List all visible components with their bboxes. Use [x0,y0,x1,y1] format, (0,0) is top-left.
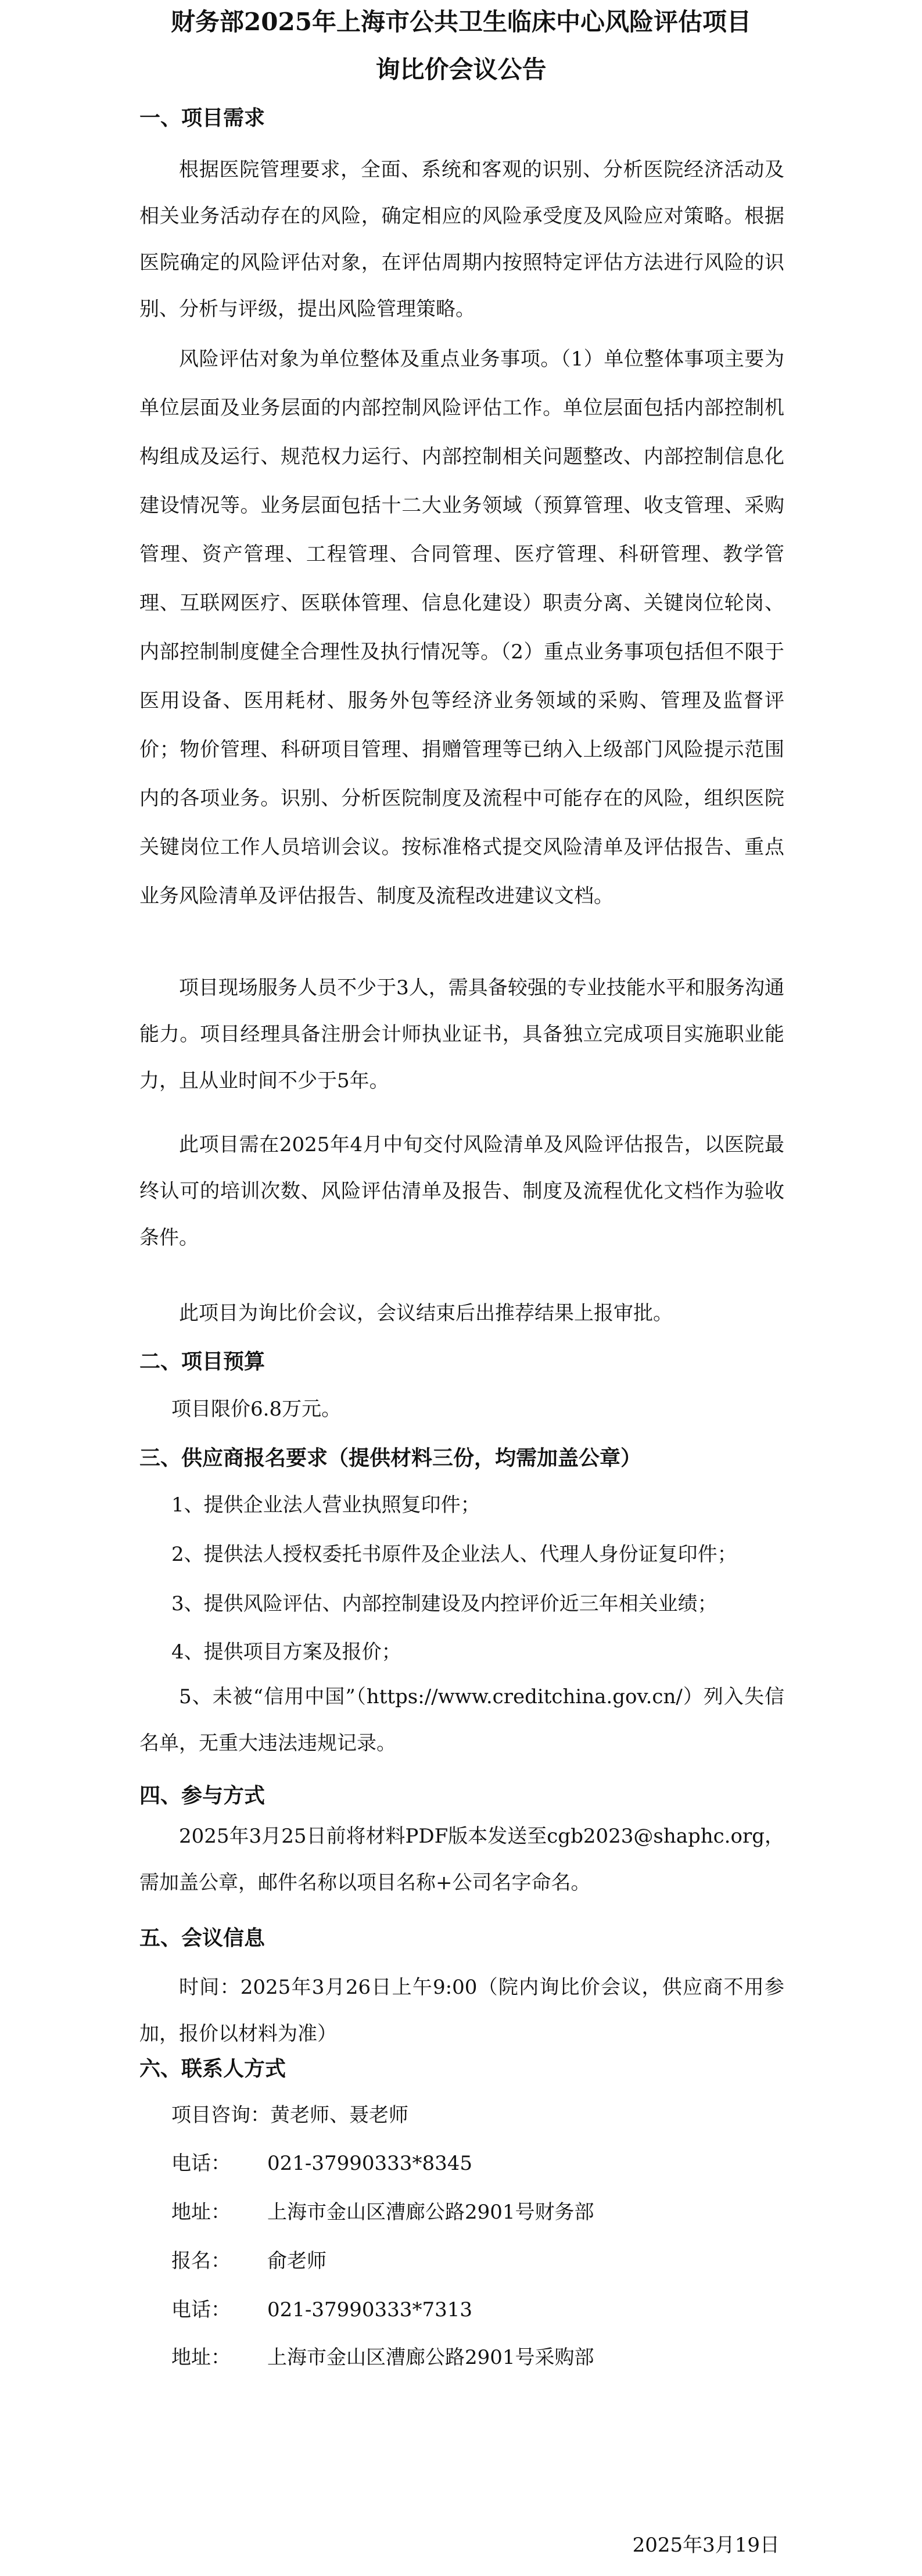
section-4-heading: 四、参与方式 [139,1783,266,1808]
section-5-heading: 五、会议信息 [139,1926,266,1950]
section-1-paragraph-3: 项目现场服务人员不少于3人，需具备较强的专业技能水平和服务沟通能力。项目经理具备注册会计师执业证书，具备独立完成项目实施职业能力，且从业时间不少于5年。 [139,976,784,1092]
section-1-heading: 一、项目需求 [139,106,266,130]
requirement-item-2: 2、提供法人授权委托书原件及企业法人、代理人身份证复印件； [171,1543,737,1566]
section-1-paragraph-5: 此项目为询比价会议，会议结束后出推荐结果上报审批。 [179,1302,673,1325]
section-6-heading: 六、联系人方式 [139,2056,286,2081]
section-3-heading: 三、供应商报名要求（提供材料三份，均需加盖公章） [139,1446,642,1470]
requirement-item-4: 4、提供项目方案及报价； [171,1640,401,1664]
contact-value-registration: 俞老师 [267,2249,327,2273]
project-consult: 项目咨询：黄老师、聂老师 [171,2104,408,2127]
budget-text: 项目限价6.8万元。 [171,1398,342,1421]
requirement-item-3: 3、提供风险评估、内部控制建设及内控评价近三年相关业绩； [171,1592,717,1615]
contact-value-phone-2: 021-37990333*7313 [267,2298,472,2321]
announcement-date: 2025年3月19日 [632,2534,780,2557]
section-1-paragraph-1: 根据医院管理要求，全面、系统和客观的识别、分析医院经济活动及相关业务活动存在的风险，确定相应的风险承受度及风险应对策略。根据医院确定的风险评估对象，在评估周期内按照特定评估方法进行风险的识别、分析与评级，提出风险管理策略。 [139,158,784,321]
contact-value-address-2: 上海市金山区漕廊公路2901号采购部 [267,2346,594,2369]
participation-text: 2025年3月25日前将材料PDF版本发送至cgb2023@shaphc.org，需加盖公章，邮件名称以项目名称+公司名字命名。 [139,1825,784,1894]
section-2-heading: 二、项目预算 [139,1349,266,1374]
title-line-1: 财务部2025年上海市公共卫生临床中心风险评估项目 [171,8,751,36]
contact-value-address-1: 上海市金山区漕廊公路2901号财务部 [267,2201,594,2224]
contact-label-phone-1: 电话： [171,2152,231,2175]
meeting-info-text: 时间：2025年3月26日上午9:00（院内询比价会议，供应商不用参加，报价以材料为准） [139,1976,784,2045]
requirement-item-1: 1、提供企业法人营业执照复印件； [171,1493,480,1517]
contact-label-phone-2: 电话： [171,2298,231,2321]
contact-label-registration: 报名： [171,2249,231,2273]
section-1-paragraph-2: 风险评估对象为单位整体及重点业务事项。（1）单位整体事项主要为单位层面及业务层面的内部控制风险评估工作。单位层面包括内部控制机构组成及运行、规范权力运行、内部控制相关问题整改、内部控制信息化建设情况等。业务层面包括十二大业务领域（预算管理、收支管理、采购管理、资产管理、工程管理、合同管理、医疗管理、科研管理、教学管理、互联网医疗、医联体管理、信息化建设）职责分离、关键岗位轮岗、内部控制制度健全合理性及执行情况等。（2）重点业务事项包括但不限于医用设备、医用耗材、服务外包等经济业务领域的采购、管理及监督评价；物价管理、科研项目管理、捐赠管理等已纳入上级部门风险提示范围内的各项业务。识别、分析医院制度及流程中可能存在的风险，组织医院关键岗位工作人员培训会议。按标准格式提交风险清单及评估报告、重点业务风险清单及评估报告、制度及流程改进建议文档。 [139,347,784,908]
section-1-paragraph-4: 此项目需在2025年4月中旬交付风险清单及风险评估报告，以医院最终认可的培训次数、风险评估清单及报告、制度及流程优化文档作为验收条件。 [139,1133,784,1249]
requirement-item-5: 5、未被“信用中国”（https://www.creditchina.gov.cn/）列入失信名单，无重大违法违规记录。 [139,1685,784,1755]
contact-value-phone-1: 021-37990333*8345 [267,2152,472,2175]
contact-label-address-1: 地址： [171,2201,231,2224]
contact-label-address-2: 地址： [171,2346,231,2369]
title-line-2: 询比价会议公告 [375,55,547,84]
